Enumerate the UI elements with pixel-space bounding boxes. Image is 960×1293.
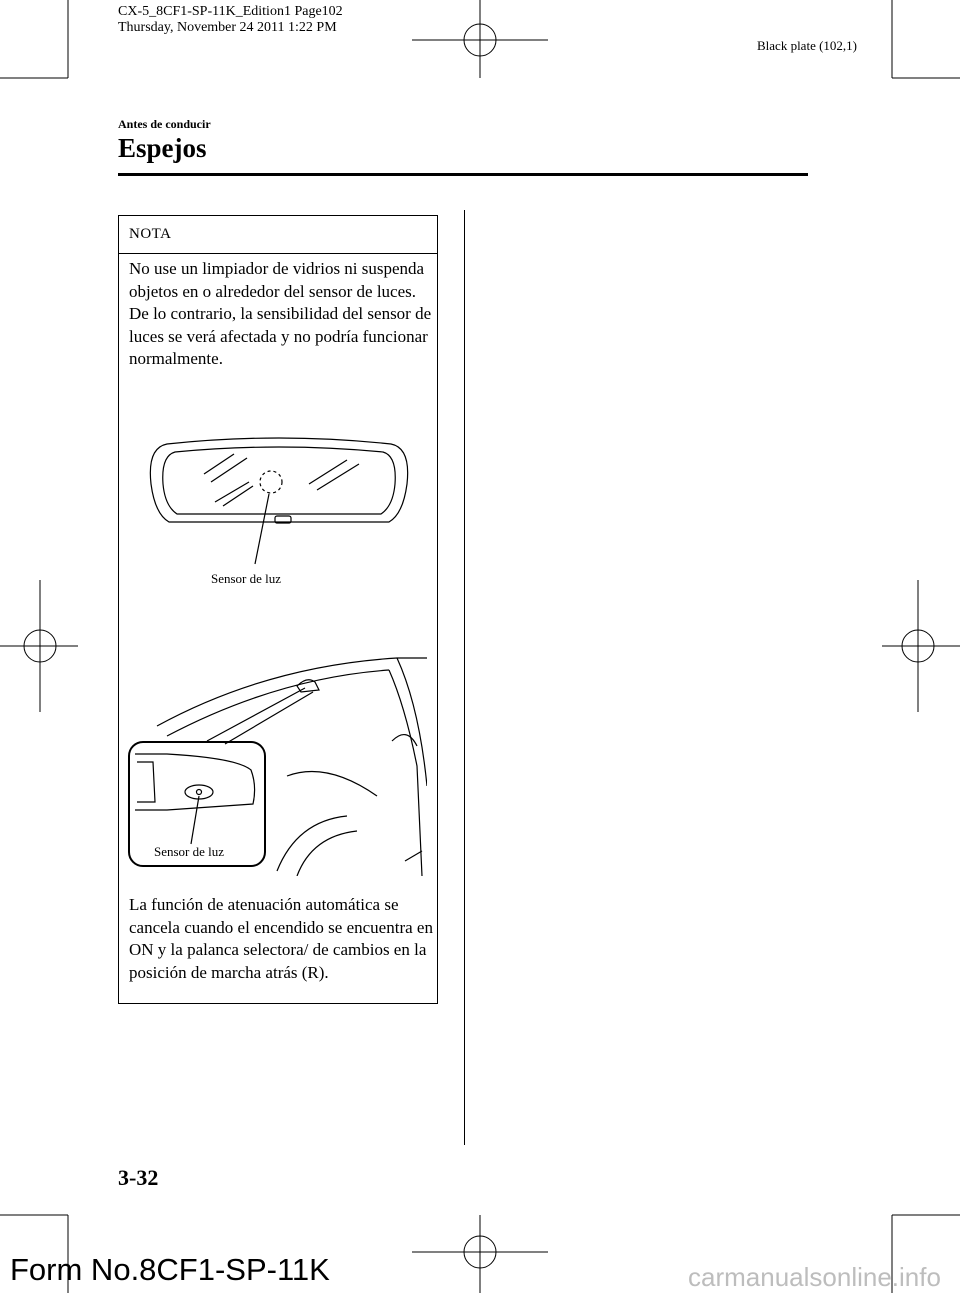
page-number: 3-32 xyxy=(118,1165,159,1190)
black-plate-label: Black plate (102,1) xyxy=(757,38,857,53)
note-paragraph-1: No use un limpiador de vidrios ni suspenda objetos en o alrededor del sensor de luces. De lo contrario, la sensibilidad del sensor de luces se verá afectada y no podría funcionar normalmente. xyxy=(129,259,432,368)
print-date-line: Thursday, November 24 2011 1:22 PM xyxy=(118,20,337,35)
note-title: NOTA xyxy=(129,226,172,242)
sensor-label-2: Sensor de luz xyxy=(154,844,225,859)
section-category: Antes de conducir xyxy=(118,117,211,131)
note-box xyxy=(118,215,438,1004)
sensor-label-1: Sensor de luz xyxy=(211,571,282,586)
print-header xyxy=(118,4,343,36)
column-divider xyxy=(464,210,465,1145)
note-paragraph-2: La función de atenuación automática se cancela cuando el encendido se encuentra en ON y la palanca selectora/ de cambios en la posición de marcha atrás (R). xyxy=(129,895,433,982)
mirror-illustration xyxy=(149,434,409,594)
form-number: Form No.8CF1-SP-11K xyxy=(10,1252,330,1287)
watermark: carmanualsonline.info xyxy=(688,1262,941,1292)
title-rule xyxy=(118,173,808,176)
note-header xyxy=(119,216,437,254)
print-file-line: CX-5_8CF1-SP-11K_Edition1 Page102 xyxy=(118,4,343,19)
page-title: Espejos xyxy=(118,133,207,163)
windshield-illustration xyxy=(127,646,427,876)
